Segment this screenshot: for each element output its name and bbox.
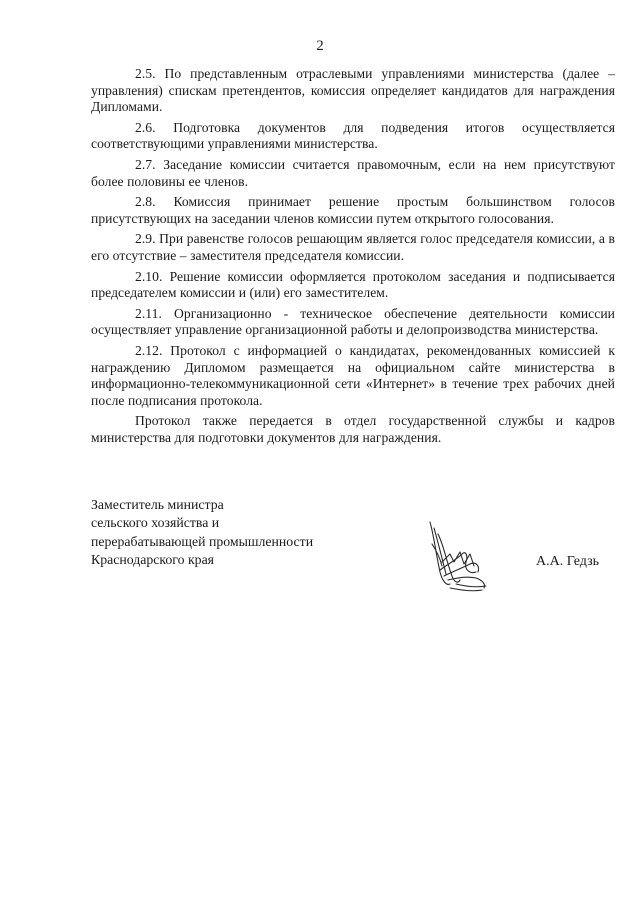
paragraph-2-10: 2.10. Решение комиссии оформляется протоколом заседания и подписывается председателем комиссии и (или) его заместителем.: [91, 268, 615, 301]
handwritten-signature: [420, 514, 492, 596]
position-line: сельского хозяйства и: [91, 515, 220, 531]
paragraph-2-8: 2.8. Комиссия принимает решение простым большинством голосов присутствующих на заседании членов комиссии путем открытого голосования.: [91, 194, 615, 226]
signatory-name: А.А. Гедзь: [536, 554, 599, 569]
document-body: [91, 66, 615, 450]
position-line: перерабатывающей промышленности: [91, 533, 314, 549]
page-number: 2: [316, 38, 324, 54]
position-line: Краснодарского края: [91, 552, 215, 568]
paragraph-2-6: 2.6. Подготовка документов для подведения итогов осуществляется соответствующими управлениями министерства.: [91, 119, 615, 152]
paragraph-2-11: 2.11. Организационно - техническое обеспечение деятельности комиссии осуществляет управление организационной работы и делопроизводства министерства.: [91, 305, 615, 338]
paragraph-2-7: 2.7. Заседание комиссии считается правомочным, если на нем присутствуют более половины ее членов.: [91, 156, 615, 189]
signatory-position: [91, 496, 371, 570]
paragraph-2-12: 2.12. Протокол с информацией о кандидатах, рекомендованных комиссией к награждению Дипломом размещается на официальном сайте министерства в информационно-телекоммуникационной сети «Интернет» в течение трех рабочих дней после подписания протокола.: [91, 342, 615, 408]
paragraph-protocol-transfer: Протокол также передается в отдел государственной службы и кадров министерства для подготовки документов для награждения.: [91, 413, 615, 445]
paragraph-2-9: 2.9. При равенстве голосов решающим является голос председателя комиссии, а в его отсутствие – заместителя председателя комиссии.: [91, 231, 615, 263]
paragraph-2-5: 2.5. По представленным отраслевыми управлениями министерства (далее – управления) спискам претендентов, комиссия определяет кандидатов для награждения Дипломами.: [91, 66, 615, 115]
position-line: Заместитель министра: [91, 497, 224, 512]
